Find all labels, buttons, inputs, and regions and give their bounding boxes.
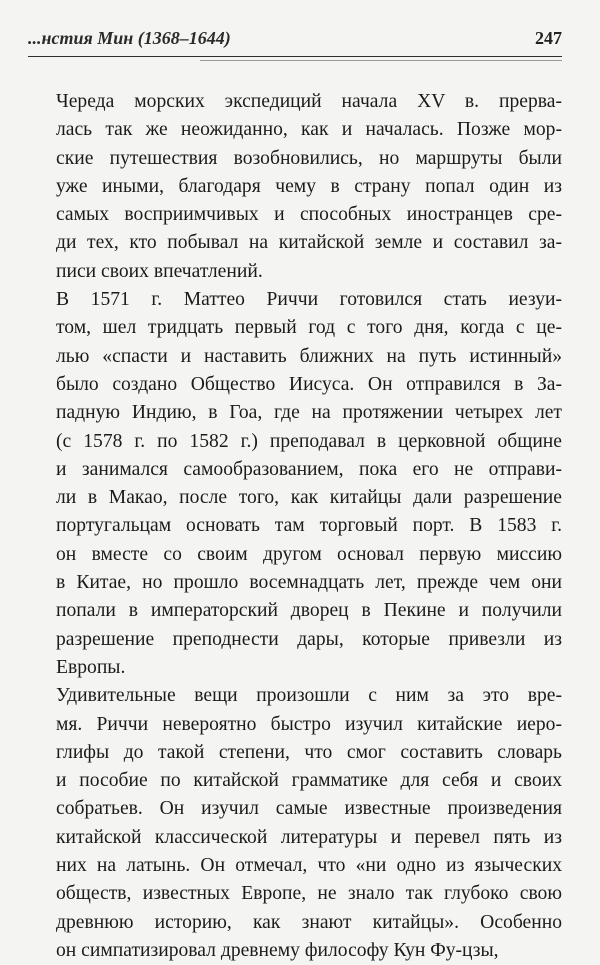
text-line: и пособие по китайской грамматике для себя и своих bbox=[56, 770, 562, 792]
text-line: (с 1578 г. по 1582 г.) преподавал в церковной общине bbox=[56, 430, 562, 452]
text-line: обществ, известных Европе, не знало так глубоко свою bbox=[56, 883, 562, 905]
text-line: писи своих впечатлений. bbox=[56, 260, 263, 282]
text-line: падную Индию, в Гоа, где на протяжении четырех лет bbox=[56, 402, 562, 424]
page-header bbox=[28, 28, 562, 56]
text-line: лью «спасти и наставить ближних на путь истинный» bbox=[56, 345, 562, 367]
text-line: попали в императорский дворец в Пекине и получили bbox=[56, 600, 562, 622]
text-line: мя. Риччи невероятно быстро изучил китайские иеро- bbox=[56, 713, 562, 735]
paragraph bbox=[56, 88, 562, 286]
text-line: португальцам основать там торговый порт. В 1583 г. bbox=[56, 515, 562, 537]
text-line: в Китае, но прошло восемнадцать лет, прежде чем они bbox=[56, 572, 562, 594]
text-line: древнюю историю, как знают китайцы». Особенно bbox=[56, 911, 562, 933]
text-line: самых восприимчивых и способных иностранцев сре- bbox=[56, 204, 562, 226]
text-line: ские путешествия возобновились, но маршруты были bbox=[56, 147, 562, 169]
text-line: ди тех, кто побывал на китайской земле и составил за- bbox=[56, 232, 562, 254]
text-line: Удивительные вещи произошли с ним за это вре- bbox=[56, 685, 562, 707]
header-rule bbox=[28, 56, 562, 57]
text-line: было создано Общество Иисуса. Он отправился в За- bbox=[56, 373, 562, 395]
header-rule-secondary bbox=[200, 60, 562, 61]
text-line: ли в Макао, после того, как китайцы дали разрешение bbox=[56, 487, 562, 509]
text-line: лась так же неожиданно, как и началась. Позже мор- bbox=[56, 119, 562, 141]
text-line: Европы. bbox=[56, 656, 126, 678]
text-line: том, шел тридцать первый год с того дня, когда с це- bbox=[56, 317, 562, 339]
body-text bbox=[56, 88, 562, 965]
paragraph bbox=[56, 286, 562, 682]
text-line: он симпатизировал древнему философу Кун Фу-цзы, bbox=[56, 939, 499, 961]
text-line: и занимался самообразованием, пока его не отправи- bbox=[56, 458, 562, 480]
paragraph bbox=[56, 682, 562, 965]
text-line: них на латынь. Он отмечал, что «ни одно из языческих bbox=[56, 855, 562, 877]
text-line: он вместе со своим другом основал первую миссию bbox=[56, 543, 562, 565]
text-line: разрешение преподнести дары, которые привезли из bbox=[56, 628, 562, 650]
text-line: глифы до такой степени, что смог составить словарь bbox=[56, 741, 562, 763]
page-number: 247 bbox=[535, 28, 562, 48]
text-line: В 1571 г. Маттео Риччи готовился стать иезуи- bbox=[56, 289, 562, 311]
text-line: уже иными, благодаря чему в страну попал один из bbox=[56, 175, 562, 197]
text-line: китайской классической литературы и перевел пять из bbox=[56, 826, 562, 848]
text-line: собратьев. Он изучил самые известные произведения bbox=[56, 798, 562, 820]
text-line: Череда морских экспедиций начала XV в. прерва- bbox=[56, 91, 562, 112]
running-title: ...нстия Мин (1368–1644) bbox=[28, 28, 231, 48]
